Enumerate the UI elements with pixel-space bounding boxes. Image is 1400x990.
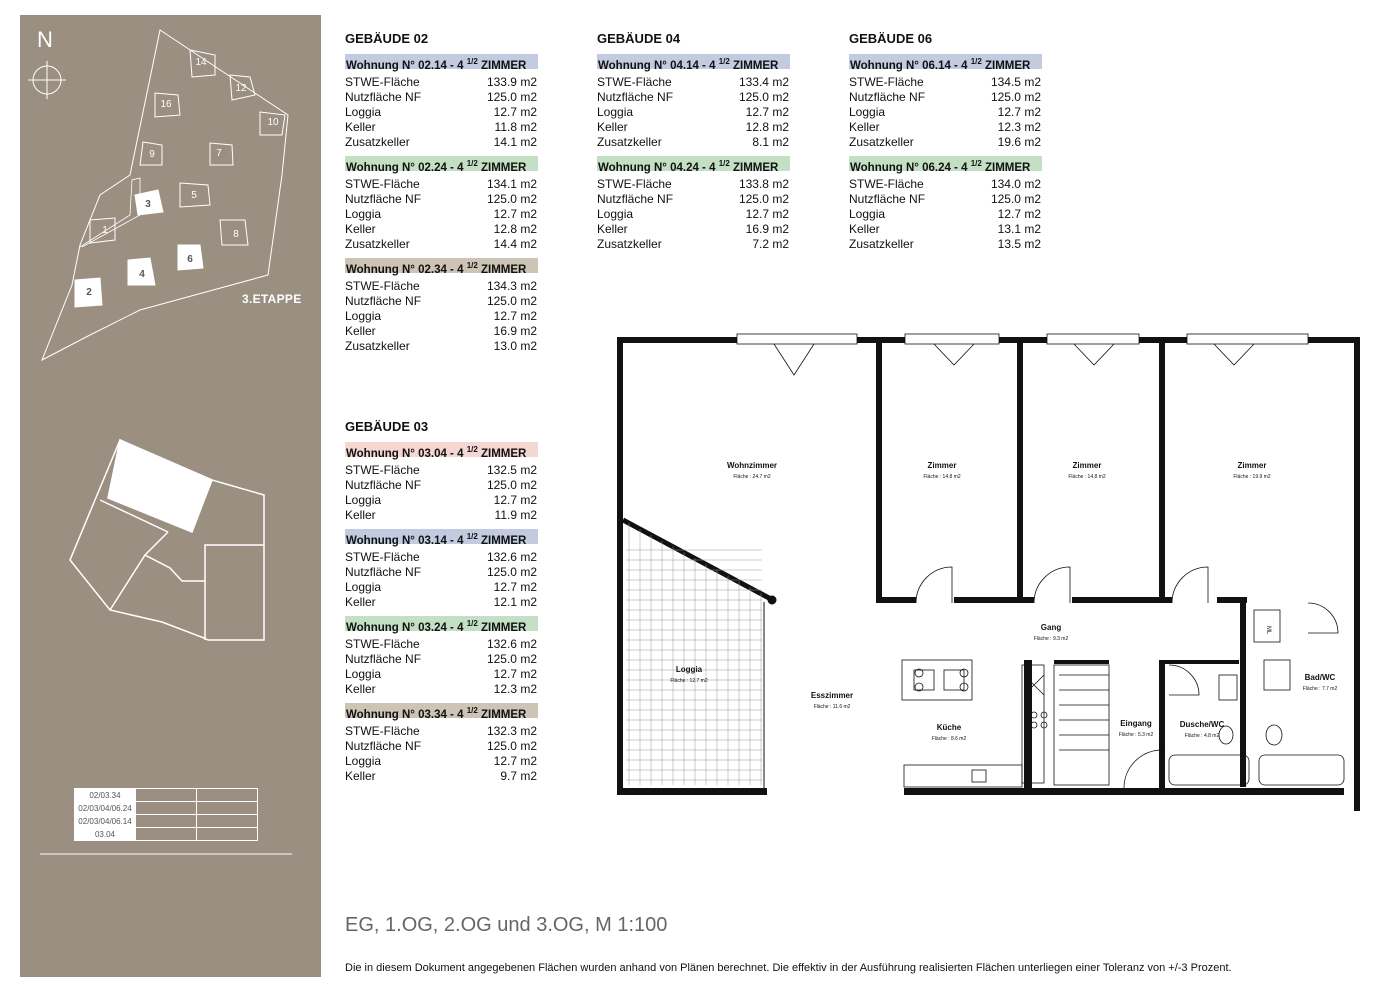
area-label: Nutzfläche NF: [597, 90, 674, 104]
area-value: 125.0 m2: [486, 90, 537, 104]
area-value: 12.7 m2: [493, 493, 537, 507]
building-block: [345, 419, 538, 790]
site-house-number: 8: [233, 229, 239, 240]
area-label: STWE-Fläche: [345, 724, 420, 738]
building-title: GEBÄUDE 06: [849, 31, 933, 46]
area-label: STWE-Fläche: [345, 177, 420, 191]
area-value: 14.1 m2: [493, 135, 537, 149]
site-house-number: 1: [102, 225, 108, 236]
area-label: Zusatzkeller: [345, 237, 410, 251]
area-row: [345, 508, 537, 523]
area-value: 125.0 m2: [486, 652, 537, 666]
area-label: Nutzfläche NF: [345, 192, 422, 206]
room-area: Fläche : 14.8 m2: [1068, 474, 1106, 480]
apartment-block: [597, 156, 790, 252]
site-house-number: 16: [160, 99, 172, 110]
building-title: GEBÄUDE 03: [345, 419, 429, 434]
area-row: [597, 105, 789, 120]
apartment-heading: Wohnung N° 04.24 - 4 $^{1/2}$ ZIMMER: [597, 156, 790, 171]
area-value: 13.1 m2: [997, 222, 1041, 236]
area-label: Loggia: [345, 667, 382, 681]
area-row: [597, 207, 789, 222]
area-label: STWE-Fläche: [345, 279, 420, 293]
area-label: Keller: [345, 324, 376, 338]
area-value: 11.9 m2: [494, 508, 537, 522]
room-area: Fläche : 19.9 m2: [1233, 474, 1271, 480]
area-label: Zusatzkeller: [849, 237, 914, 251]
building-block: [597, 31, 790, 258]
apartment-heading: Wohnung N° 02.14 - 4 $^{1/2}$ ZIMMER: [345, 54, 538, 69]
area-label: Keller: [849, 222, 880, 236]
area-value: 125.0 m2: [486, 478, 537, 492]
room-name: Gang: [1040, 623, 1062, 632]
floor-plan: [614, 330, 1364, 815]
room-name: Küche: [936, 723, 962, 732]
area-label: Loggia: [849, 105, 886, 119]
area-label: Nutzfläche NF: [849, 192, 926, 206]
area-value: 9.7 m2: [500, 769, 537, 783]
apartment-block: [345, 529, 538, 610]
area-row: [345, 279, 537, 294]
compass-icon: [28, 61, 66, 99]
apartment-block: [849, 54, 1042, 150]
area-row: [345, 294, 537, 309]
area-value: 12.7 m2: [493, 105, 537, 119]
area-value: 14.4 m2: [493, 237, 537, 251]
area-value: 133.4 m2: [738, 75, 789, 89]
area-value: 125.0 m2: [738, 90, 789, 104]
site-house-number: 10: [267, 117, 279, 128]
area-row: [849, 135, 1041, 150]
area-label: Keller: [345, 222, 376, 236]
apartment-heading: Wohnung N° 06.24 - 4 $^{1/2}$ ZIMMER: [849, 156, 1042, 171]
area-label: STWE-Fläche: [597, 177, 672, 191]
apartment-heading: Wohnung N° 02.34 - 4 $^{1/2}$ ZIMMER: [345, 258, 538, 273]
area-value: 16.9 m2: [745, 222, 789, 236]
north-label: N: [37, 27, 53, 52]
building-title: GEBÄUDE 04: [597, 31, 681, 46]
area-label: Zusatzkeller: [849, 135, 914, 149]
area-row: [345, 339, 537, 354]
area-label: STWE-Fläche: [345, 550, 420, 564]
etappe-label: 3.ETAPPE: [242, 292, 302, 306]
area-value: 12.7 m2: [745, 105, 789, 119]
site-house-number: 12: [235, 83, 247, 94]
sidebar-site-plan: [20, 15, 321, 977]
room-name: Loggia: [675, 665, 703, 674]
floor-label: 03.04: [75, 828, 136, 841]
area-row: [849, 192, 1041, 207]
area-row: [849, 207, 1041, 222]
building-block: [849, 31, 1042, 258]
room-name: Wohnzimmer: [726, 461, 778, 470]
area-row: [345, 135, 537, 150]
room-area: Fläche : 5.3 m2: [1118, 732, 1154, 738]
area-label: Keller: [345, 682, 376, 696]
area-label: Keller: [597, 222, 628, 236]
room-name: Zimmer: [1072, 461, 1102, 470]
area-label: Nutzfläche NF: [345, 565, 422, 579]
area-row: [597, 135, 789, 150]
room-area: Fläche : 7.7 m2: [1302, 686, 1338, 692]
room-area: Fläche : 14.8 m2: [923, 474, 961, 480]
apartment-block: [345, 54, 538, 150]
area-label: Loggia: [345, 754, 382, 768]
area-value: 12.3 m2: [997, 120, 1041, 134]
room-name: Dusche/WC: [1179, 720, 1225, 729]
apartment-block: [345, 156, 538, 252]
area-value: 134.5 m2: [990, 75, 1041, 89]
area-row: [849, 237, 1041, 252]
area-value: 125.0 m2: [738, 192, 789, 206]
area-value: 12.3 m2: [493, 682, 537, 696]
floor-scale-label: EG, 1.OG, 2.OG und 3.OG, M 1:100: [345, 914, 668, 936]
area-row: [345, 652, 537, 667]
building-title: GEBÄUDE 02: [345, 31, 429, 46]
floor-label: 02/03/04/06.14: [75, 815, 136, 828]
site-house-number: 6: [187, 254, 193, 265]
room-name: Zimmer: [1237, 461, 1267, 470]
site-house-number: 5: [191, 190, 197, 201]
area-label: Loggia: [345, 207, 382, 221]
area-value: 7.2 m2: [752, 237, 789, 251]
area-value: 134.3 m2: [486, 279, 537, 293]
area-label: Keller: [345, 769, 376, 783]
area-value: 12.1 m2: [493, 595, 537, 609]
footnote: Die in diesem Dokument angegebenen Flächen wurden anhand von Plänen berechnet. Die effektiv in der Ausführung realisierten Flächen unterliegen einer Toleranz von +/-3 Prozent.: [345, 962, 1232, 974]
apartment-heading: Wohnung N° 02.24 - 4 $^{1/2}$ ZIMMER: [345, 156, 538, 171]
area-row: [597, 177, 789, 192]
building-block: [345, 31, 538, 360]
area-value: 12.7 m2: [493, 309, 537, 323]
area-value: 133.9 m2: [486, 75, 537, 89]
area-row: [849, 222, 1041, 237]
area-row: [597, 120, 789, 135]
area-row: [345, 75, 537, 90]
area-value: 13.5 m2: [997, 237, 1041, 251]
area-value: 134.1 m2: [486, 177, 537, 191]
area-label: Zusatzkeller: [345, 135, 410, 149]
area-row: [345, 478, 537, 493]
area-row: [345, 463, 537, 478]
area-row: [849, 90, 1041, 105]
floor-table: [74, 788, 258, 841]
area-row: [597, 237, 789, 252]
area-row: [345, 309, 537, 324]
apartment-heading: Wohnung N° 06.14 - 4 $^{1/2}$ ZIMMER: [849, 54, 1042, 69]
apartment-block: [597, 54, 790, 150]
area-row: [345, 120, 537, 135]
area-label: Keller: [345, 508, 376, 522]
area-value: 12.7 m2: [493, 580, 537, 594]
site-house-number: 14: [195, 57, 207, 68]
apartment-heading: Wohnung N° 03.14 - 4 $^{1/2}$ ZIMMER: [345, 529, 538, 544]
area-value: 12.7 m2: [745, 207, 789, 221]
room-area: Fläche : 12.7 m2: [670, 678, 708, 684]
area-label: STWE-Fläche: [345, 637, 420, 651]
area-row: [345, 222, 537, 237]
site-house-number: 4: [139, 269, 145, 280]
area-row: [345, 754, 537, 769]
area-row: [345, 724, 537, 739]
area-row: [597, 192, 789, 207]
area-row: [849, 75, 1041, 90]
area-value: 125.0 m2: [486, 192, 537, 206]
area-value: 12.7 m2: [493, 754, 537, 768]
area-row: [345, 580, 537, 595]
area-value: 16.9 m2: [493, 324, 537, 338]
area-value: 8.1 m2: [752, 135, 789, 149]
area-label: Keller: [345, 120, 376, 134]
area-row: [345, 207, 537, 222]
apartment-block: [345, 442, 538, 523]
area-row: [345, 90, 537, 105]
area-label: Keller: [849, 120, 880, 134]
room-area: Fläche : 11.6 m2: [813, 704, 851, 710]
area-row: [345, 493, 537, 508]
area-value: 12.7 m2: [493, 207, 537, 221]
area-label: Loggia: [345, 105, 382, 119]
area-value: 12.7 m2: [997, 105, 1041, 119]
area-value: 12.8 m2: [745, 120, 789, 134]
room-area: Fläche : 8.6 m2: [931, 736, 967, 742]
area-label: STWE-Fläche: [597, 75, 672, 89]
area-value: 132.6 m2: [486, 550, 537, 564]
area-label: Loggia: [597, 207, 634, 221]
apartment-block: [345, 703, 538, 784]
area-value: 125.0 m2: [486, 294, 537, 308]
floor-label: 02/03/04/06.24: [75, 802, 136, 815]
room-name: Zimmer: [927, 461, 957, 470]
floor-label: 02/03.34: [75, 789, 136, 802]
area-label: Zusatzkeller: [597, 135, 662, 149]
area-label: Loggia: [597, 105, 634, 119]
area-label: Nutzfläche NF: [345, 739, 422, 753]
area-label: Zusatzkeller: [345, 339, 410, 353]
room-area: Fläche : 4.8 m2: [1184, 733, 1220, 739]
room-name: Bad/WC: [1304, 673, 1336, 682]
area-label: STWE-Fläche: [345, 463, 420, 477]
site-house-number: 2: [86, 287, 92, 298]
area-label: Nutzfläche NF: [345, 478, 422, 492]
area-label: Zusatzkeller: [597, 237, 662, 251]
area-label: STWE-Fläche: [849, 75, 924, 89]
apartment-block: [345, 258, 538, 354]
area-value: 132.6 m2: [486, 637, 537, 651]
ml-label: ML: [1265, 626, 1271, 635]
area-row: [597, 90, 789, 105]
area-row: [597, 75, 789, 90]
area-value: 133.8 m2: [738, 177, 789, 191]
area-label: STWE-Fläche: [849, 177, 924, 191]
area-row: [345, 177, 537, 192]
area-value: 125.0 m2: [486, 739, 537, 753]
room-name: Esszimmer: [810, 691, 854, 700]
area-label: Loggia: [345, 309, 382, 323]
area-value: 132.5 m2: [486, 463, 537, 477]
apartment-heading: Wohnung N° 03.04 - 4 $^{1/2}$ ZIMMER: [345, 442, 538, 457]
area-row: [345, 550, 537, 565]
area-value: 12.7 m2: [493, 667, 537, 681]
room-area: Fläche : 24.7 m2: [733, 474, 771, 480]
area-label: Nutzfläche NF: [597, 192, 674, 206]
area-value: 12.7 m2: [997, 207, 1041, 221]
apartment-heading: Wohnung N° 03.24 - 4 $^{1/2}$ ZIMMER: [345, 616, 538, 631]
area-row: [345, 237, 537, 252]
area-row: [345, 769, 537, 784]
area-label: Nutzfläche NF: [345, 652, 422, 666]
area-label: Keller: [345, 595, 376, 609]
area-row: [345, 667, 537, 682]
area-row: [345, 105, 537, 120]
area-row: [849, 105, 1041, 120]
area-row: [345, 324, 537, 339]
area-label: Nutzfläche NF: [345, 90, 422, 104]
area-row: [849, 177, 1041, 192]
site-house-number: 3: [145, 199, 151, 210]
area-label: Loggia: [345, 493, 382, 507]
area-label: STWE-Fläche: [345, 75, 420, 89]
area-row: [345, 192, 537, 207]
apartment-block: [849, 156, 1042, 252]
apartment-heading: Wohnung N° 04.14 - 4 $^{1/2}$ ZIMMER: [597, 54, 790, 69]
area-value: 12.8 m2: [493, 222, 537, 236]
area-label: Loggia: [345, 580, 382, 594]
area-value: 132.3 m2: [486, 724, 537, 738]
area-value: 134.0 m2: [990, 177, 1041, 191]
area-label: Keller: [597, 120, 628, 134]
area-row: [597, 222, 789, 237]
site-house-number: 7: [216, 148, 222, 159]
site-house-number: 9: [149, 149, 155, 160]
room-area: Fläche : 9.3 m2: [1033, 636, 1069, 642]
area-label: Loggia: [849, 207, 886, 221]
area-row: [345, 739, 537, 754]
area-row: [345, 565, 537, 580]
apartment-block: [345, 616, 538, 697]
area-row: [345, 682, 537, 697]
area-value: 125.0 m2: [990, 192, 1041, 206]
area-label: Nutzfläche NF: [849, 90, 926, 104]
area-row: [345, 595, 537, 610]
area-value: 19.6 m2: [997, 135, 1041, 149]
area-label: Nutzfläche NF: [345, 294, 422, 308]
area-value: 13.0 m2: [493, 339, 537, 353]
area-row: [345, 637, 537, 652]
area-value: 11.8 m2: [494, 120, 537, 134]
room-name: Eingang: [1120, 719, 1152, 728]
area-value: 125.0 m2: [990, 90, 1041, 104]
apartment-heading: Wohnung N° 03.34 - 4 $^{1/2}$ ZIMMER: [345, 703, 538, 718]
area-value: 125.0 m2: [486, 565, 537, 579]
area-row: [849, 120, 1041, 135]
